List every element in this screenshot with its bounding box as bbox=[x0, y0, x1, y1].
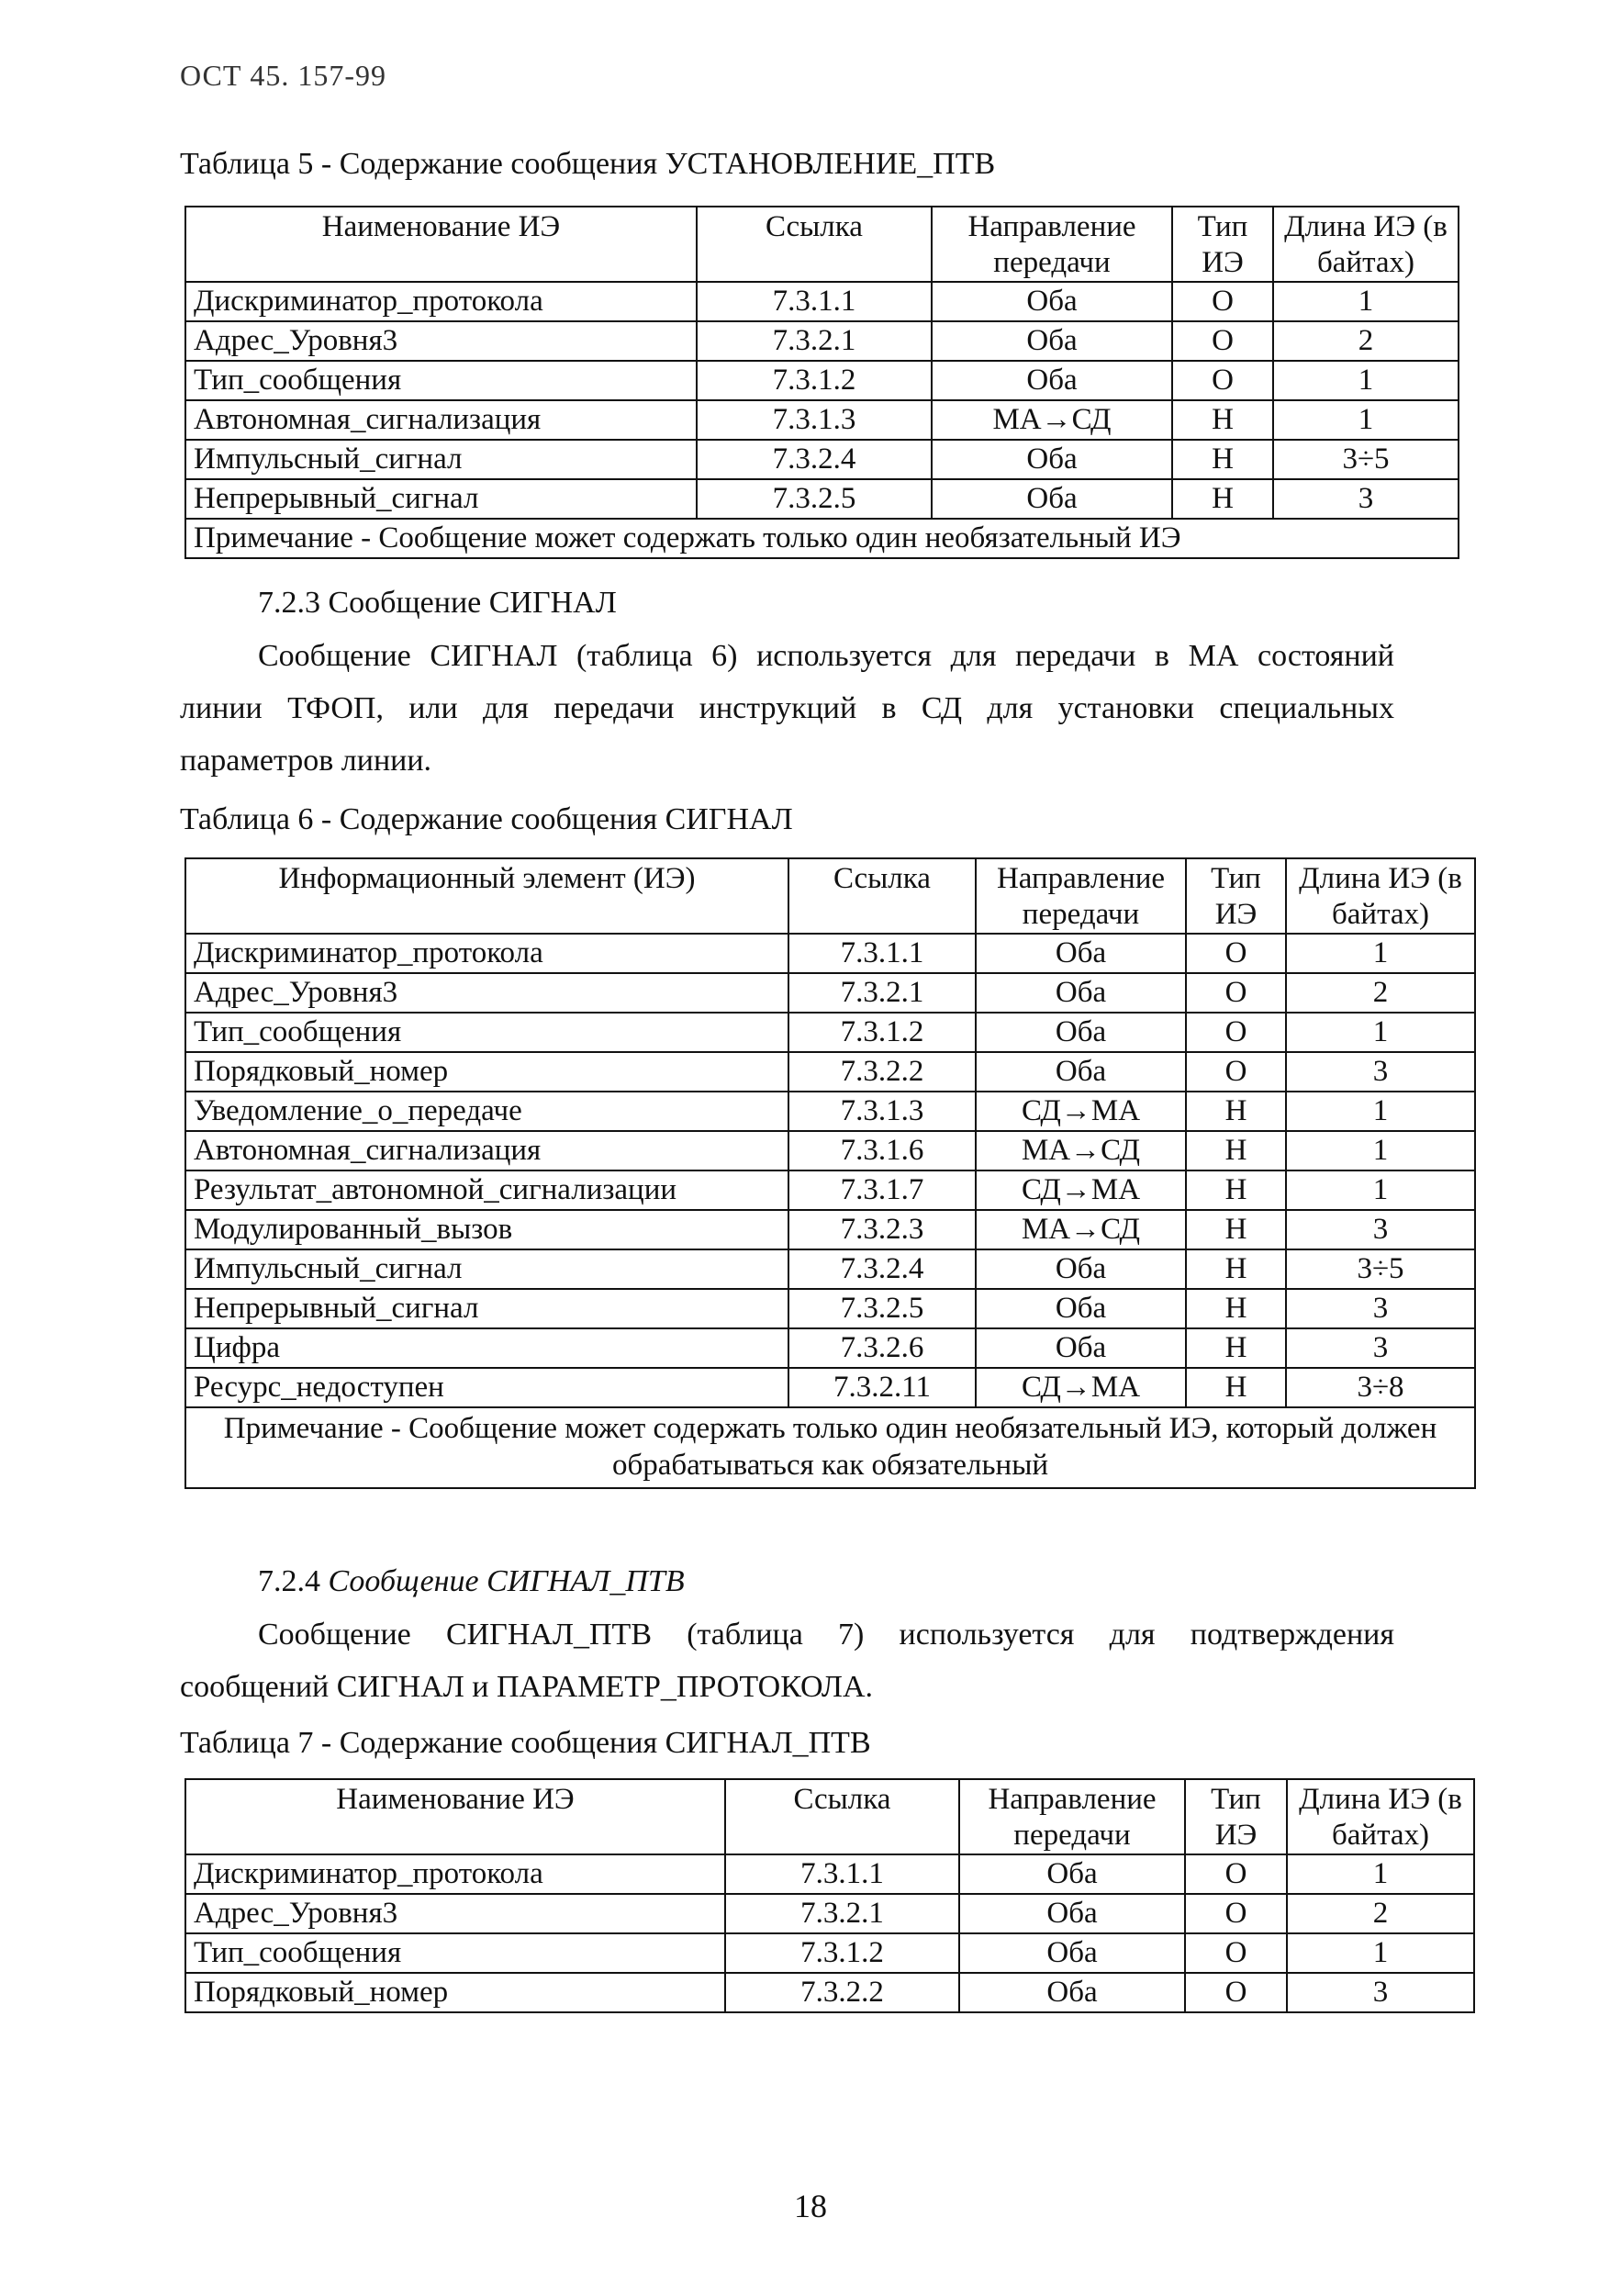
table-cell: 7.3.2.4 bbox=[788, 1249, 976, 1289]
paragraph-line: Сообщение СИГНАЛ_ПТВ (таблица 7) используется для подтверждения bbox=[258, 1618, 1394, 1652]
table-cell: 1 bbox=[1286, 1092, 1475, 1131]
section-7-2-3-heading: 7.2.3 Сообщение СИГНАЛ bbox=[258, 586, 617, 620]
document-header: ОСТ 45. 157-99 bbox=[180, 59, 387, 92]
column-header: Ссылка bbox=[697, 207, 932, 282]
table-row bbox=[185, 1131, 1475, 1170]
column-header: Направление передачи bbox=[932, 207, 1172, 282]
table-cell: 1 bbox=[1286, 934, 1475, 973]
table-cell: Оба bbox=[932, 479, 1172, 519]
table-cell: 1 bbox=[1273, 361, 1459, 400]
section-7-2-4-heading bbox=[258, 1564, 685, 1599]
column-header: Длина ИЭ (в байтах) bbox=[1287, 1779, 1474, 1854]
table-cell: Уведомление_о_передаче bbox=[185, 1092, 788, 1131]
table-cell: Оба bbox=[932, 440, 1172, 479]
paragraph-line: параметров линии. bbox=[180, 744, 432, 778]
table-row bbox=[185, 282, 1459, 321]
table-cell: 2 bbox=[1273, 321, 1459, 361]
column-header: Тип ИЭ bbox=[1185, 1779, 1287, 1854]
column-header: Длина ИЭ (в байтах) bbox=[1286, 858, 1475, 934]
table-cell: МА→СД bbox=[976, 1131, 1186, 1170]
table-cell: Н bbox=[1186, 1170, 1286, 1210]
table-cell: 3÷8 bbox=[1286, 1368, 1475, 1407]
paragraph-line: сообщений СИГНАЛ и ПАРАМЕТР_ПРОТОКОЛА. bbox=[180, 1670, 874, 1704]
table-cell: Автономная_сигнализация bbox=[185, 1131, 788, 1170]
table-cell: Адрес_Уровня3 bbox=[185, 973, 788, 1013]
table5-header bbox=[185, 207, 1459, 282]
table-header-row bbox=[185, 207, 1459, 282]
table-cell: Автономная_сигнализация bbox=[185, 400, 697, 440]
table-cell: Оба bbox=[932, 282, 1172, 321]
table-cell: Оба bbox=[976, 1052, 1186, 1092]
table-cell: Оба bbox=[959, 1973, 1185, 2012]
table6-body bbox=[185, 934, 1475, 1488]
table-cell: Оба bbox=[932, 321, 1172, 361]
table-cell: Оба bbox=[959, 1933, 1185, 1973]
table-cell: 7.3.2.2 bbox=[725, 1973, 959, 2012]
table-row bbox=[185, 1328, 1475, 1368]
column-header: Ссылка bbox=[788, 858, 976, 934]
table-cell: 7.3.1.3 bbox=[788, 1092, 976, 1131]
table-cell: Оба bbox=[976, 1289, 1186, 1328]
table-cell: МА→СД bbox=[932, 400, 1172, 440]
table-cell: 7.3.1.1 bbox=[725, 1854, 959, 1894]
table-cell: 7.3.2.4 bbox=[697, 440, 932, 479]
table-cell: Н bbox=[1186, 1289, 1286, 1328]
table-cell: 7.3.1.7 bbox=[788, 1170, 976, 1210]
table-cell: Результат_автономной_сигнализации bbox=[185, 1170, 788, 1210]
table-cell: 7.3.1.2 bbox=[725, 1933, 959, 1973]
page-number: 18 bbox=[794, 2188, 827, 2224]
table-cell: Адрес_Уровня3 bbox=[185, 1894, 725, 1933]
table-cell: 2 bbox=[1287, 1894, 1474, 1933]
table5-body bbox=[185, 282, 1459, 558]
table-cell: 7.3.2.11 bbox=[788, 1368, 976, 1407]
table7-body bbox=[185, 1854, 1474, 2012]
table-cell: 7.3.2.5 bbox=[788, 1289, 976, 1328]
table-row bbox=[185, 1854, 1474, 1894]
table-cell: Оба bbox=[976, 934, 1186, 973]
table-note: Примечание - Сообщение может содержать только один необязательный ИЭ bbox=[185, 519, 1459, 558]
column-header: Наименование ИЭ bbox=[185, 207, 697, 282]
table-row bbox=[185, 361, 1459, 400]
table-cell: Дискриминатор_протокола bbox=[185, 1854, 725, 1894]
table-row bbox=[185, 934, 1475, 973]
table-row bbox=[185, 1289, 1475, 1328]
table-cell: 1 bbox=[1286, 1170, 1475, 1210]
column-header: Наименование ИЭ bbox=[185, 1779, 725, 1854]
paragraph-line: линии ТФОП, или для передачи инструкций в СД для установки специальных bbox=[180, 691, 1394, 725]
table-header-row bbox=[185, 1779, 1474, 1854]
table-cell: Оба bbox=[932, 361, 1172, 400]
table-cell: О bbox=[1172, 361, 1273, 400]
table-cell: 1 bbox=[1287, 1854, 1474, 1894]
table-cell: 7.3.2.1 bbox=[697, 321, 932, 361]
table-cell: Модулированный_вызов bbox=[185, 1210, 788, 1249]
table-cell: Оба bbox=[976, 1328, 1186, 1368]
table-cell: Оба bbox=[959, 1894, 1185, 1933]
table-cell: Импульсный_сигнал bbox=[185, 440, 697, 479]
column-header: Длина ИЭ (в байтах) bbox=[1273, 207, 1459, 282]
table-cell: 7.3.1.2 bbox=[788, 1013, 976, 1052]
table-row bbox=[185, 1933, 1474, 1973]
table-cell: Н bbox=[1186, 1328, 1286, 1368]
table-cell: Н bbox=[1186, 1210, 1286, 1249]
table-row bbox=[185, 321, 1459, 361]
table-cell: 7.3.2.1 bbox=[725, 1894, 959, 1933]
table-cell: СД→МА bbox=[976, 1368, 1186, 1407]
table-note: Примечание - Сообщение может содержать только один необязательный ИЭ, который должен обрабатываться как обязательный bbox=[185, 1407, 1475, 1488]
table-row bbox=[185, 479, 1459, 519]
table-cell: 1 bbox=[1286, 1131, 1475, 1170]
table-row bbox=[185, 1973, 1474, 2012]
table-cell: МА→СД bbox=[976, 1210, 1186, 1249]
table-cell: 7.3.2.3 bbox=[788, 1210, 976, 1249]
table-note-row bbox=[185, 1407, 1475, 1488]
table-row bbox=[185, 1052, 1475, 1092]
table-note-row bbox=[185, 519, 1459, 558]
table-cell: Н bbox=[1186, 1368, 1286, 1407]
table-row bbox=[185, 1210, 1475, 1249]
table-cell: 3÷5 bbox=[1273, 440, 1459, 479]
table7-caption: Таблица 7 - Содержание сообщения СИГНАЛ_ПТВ bbox=[180, 1726, 871, 1760]
table-cell: 7.3.1.1 bbox=[697, 282, 932, 321]
table-cell: Н bbox=[1186, 1131, 1286, 1170]
table-row bbox=[185, 1249, 1475, 1289]
table-cell: 7.3.2.1 bbox=[788, 973, 976, 1013]
column-header: Направление передачи bbox=[959, 1779, 1185, 1854]
table-cell: 3 bbox=[1286, 1289, 1475, 1328]
table-cell: 3 bbox=[1273, 479, 1459, 519]
table7 bbox=[184, 1778, 1475, 2013]
table-row bbox=[185, 1092, 1475, 1131]
table-row bbox=[185, 440, 1459, 479]
table-cell: 7.3.1.1 bbox=[788, 934, 976, 973]
table-cell: Н bbox=[1186, 1249, 1286, 1289]
section-7-2-4-number: 7.2.4 bbox=[258, 1564, 320, 1598]
table-cell: Ресурс_недоступен bbox=[185, 1368, 788, 1407]
table-cell: 7.3.2.6 bbox=[788, 1328, 976, 1368]
table-row bbox=[185, 1894, 1474, 1933]
table-cell: 1 bbox=[1273, 282, 1459, 321]
table-cell: 1 bbox=[1287, 1933, 1474, 1973]
column-header: Информационный элемент (ИЭ) bbox=[185, 858, 788, 934]
table-cell: Дискриминатор_протокола bbox=[185, 282, 697, 321]
table5-caption: Таблица 5 - Содержание сообщения УСТАНОВЛЕНИЕ_ПТВ bbox=[180, 147, 996, 181]
column-header: Ссылка bbox=[725, 1779, 959, 1854]
section-7-2-4-title: Сообщение СИГНАЛ_ПТВ bbox=[328, 1564, 685, 1598]
table-cell: О bbox=[1186, 934, 1286, 973]
table-cell: Оба bbox=[976, 1249, 1186, 1289]
table5 bbox=[184, 206, 1459, 559]
table-cell: 3 bbox=[1287, 1973, 1474, 2012]
table-cell: Тип_сообщения bbox=[185, 361, 697, 400]
table-cell: Порядковый_номер bbox=[185, 1052, 788, 1092]
table-cell: 3÷5 bbox=[1286, 1249, 1475, 1289]
column-header: Тип ИЭ bbox=[1172, 207, 1273, 282]
table-cell: СД→МА bbox=[976, 1170, 1186, 1210]
column-header: Направление передачи bbox=[976, 858, 1186, 934]
table-cell: 7.3.2.2 bbox=[788, 1052, 976, 1092]
table-row bbox=[185, 400, 1459, 440]
table-cell: 1 bbox=[1286, 1013, 1475, 1052]
table-cell: 3 bbox=[1286, 1052, 1475, 1092]
table-cell: Н bbox=[1186, 1092, 1286, 1131]
table-cell: СД→МА bbox=[976, 1092, 1186, 1131]
table-cell: О bbox=[1186, 973, 1286, 1013]
table-cell: 7.3.1.6 bbox=[788, 1131, 976, 1170]
table-cell: 3 bbox=[1286, 1328, 1475, 1368]
table-cell: О bbox=[1186, 1052, 1286, 1092]
table-cell: Оба bbox=[976, 1013, 1186, 1052]
table-cell: Непрерывный_сигнал bbox=[185, 479, 697, 519]
table-cell: 3 bbox=[1286, 1210, 1475, 1249]
table-cell: Н bbox=[1172, 440, 1273, 479]
table-cell: Непрерывный_сигнал bbox=[185, 1289, 788, 1328]
table-cell: Н bbox=[1172, 400, 1273, 440]
column-header: Тип ИЭ bbox=[1186, 858, 1286, 934]
table-cell: Тип_сообщения bbox=[185, 1933, 725, 1973]
section-7-2-4-paragraph bbox=[180, 1608, 1394, 1713]
table-cell: Оба bbox=[959, 1854, 1185, 1894]
table-cell: 2 bbox=[1286, 973, 1475, 1013]
table-cell: 7.3.1.3 bbox=[697, 400, 932, 440]
section-7-2-3-paragraph bbox=[180, 630, 1394, 787]
table-row bbox=[185, 1013, 1475, 1052]
table-cell: Тип_сообщения bbox=[185, 1013, 788, 1052]
table-cell: О bbox=[1172, 282, 1273, 321]
table-cell: 1 bbox=[1273, 400, 1459, 440]
table-cell: О bbox=[1172, 321, 1273, 361]
table-cell: О bbox=[1185, 1854, 1287, 1894]
table-cell: О bbox=[1186, 1013, 1286, 1052]
table-cell: Дискриминатор_протокола bbox=[185, 934, 788, 973]
table-row bbox=[185, 1368, 1475, 1407]
table-cell: О bbox=[1185, 1894, 1287, 1933]
table-row bbox=[185, 973, 1475, 1013]
table-cell: Оба bbox=[976, 973, 1186, 1013]
table-cell: Цифра bbox=[185, 1328, 788, 1368]
table7-header bbox=[185, 1779, 1474, 1854]
table-cell: Адрес_Уровня3 bbox=[185, 321, 697, 361]
table6-header bbox=[185, 858, 1475, 934]
table-row bbox=[185, 1170, 1475, 1210]
paragraph-line: Сообщение СИГНАЛ (таблица 6) используется для передачи в МА состояний bbox=[258, 639, 1394, 673]
table-cell: Н bbox=[1172, 479, 1273, 519]
table6 bbox=[184, 857, 1476, 1489]
table-cell: О bbox=[1185, 1933, 1287, 1973]
table-header-row bbox=[185, 858, 1475, 934]
table-cell: 7.3.2.5 bbox=[697, 479, 932, 519]
table-cell: О bbox=[1185, 1973, 1287, 2012]
table-cell: Порядковый_номер bbox=[185, 1973, 725, 2012]
table-cell: Импульсный_сигнал bbox=[185, 1249, 788, 1289]
table6-caption: Таблица 6 - Содержание сообщения СИГНАЛ bbox=[180, 802, 793, 836]
table-cell: 7.3.1.2 bbox=[697, 361, 932, 400]
